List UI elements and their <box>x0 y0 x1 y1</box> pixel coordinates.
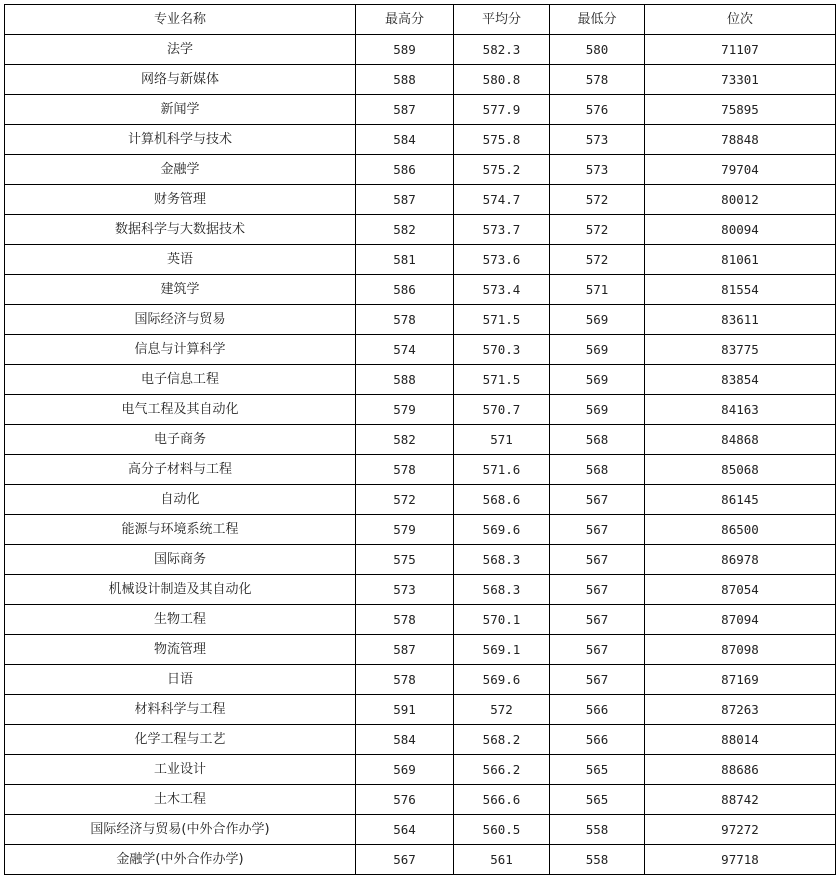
table-row <box>5 455 836 485</box>
cell-rank: 86500 <box>645 515 836 545</box>
table-row <box>5 365 836 395</box>
cell-max-score: 584 <box>356 125 454 155</box>
cell-rank: 87169 <box>645 665 836 695</box>
cell-rank: 84868 <box>645 425 836 455</box>
cell-min-score: 568 <box>550 455 645 485</box>
table-row <box>5 335 836 365</box>
cell-max-score: 578 <box>356 455 454 485</box>
table-row <box>5 485 836 515</box>
cell-max-score: 564 <box>356 815 454 845</box>
table-row <box>5 35 836 65</box>
cell-major-name: 新闻学 <box>5 95 356 125</box>
cell-rank: 87098 <box>645 635 836 665</box>
cell-rank: 87263 <box>645 695 836 725</box>
table-row <box>5 515 836 545</box>
cell-rank: 85068 <box>645 455 836 485</box>
cell-max-score: 579 <box>356 515 454 545</box>
cell-avg-score: 566.2 <box>454 755 550 785</box>
table-row <box>5 755 836 785</box>
cell-min-score: 567 <box>550 605 645 635</box>
cell-min-score: 569 <box>550 365 645 395</box>
cell-avg-score: 570.7 <box>454 395 550 425</box>
table-row <box>5 665 836 695</box>
cell-major-name: 能源与环境系统工程 <box>5 515 356 545</box>
cell-avg-score: 569.6 <box>454 665 550 695</box>
cell-rank: 80094 <box>645 215 836 245</box>
cell-avg-score: 573.6 <box>454 245 550 275</box>
cell-min-score: 567 <box>550 665 645 695</box>
cell-min-score: 558 <box>550 845 645 875</box>
cell-min-score: 565 <box>550 755 645 785</box>
cell-min-score: 567 <box>550 575 645 605</box>
table-row <box>5 785 836 815</box>
cell-avg-score: 568.3 <box>454 575 550 605</box>
cell-rank: 88014 <box>645 725 836 755</box>
cell-major-name: 材料科学与工程 <box>5 695 356 725</box>
table-row <box>5 275 836 305</box>
cell-major-name: 机械设计制造及其自动化 <box>5 575 356 605</box>
cell-major-name: 国际经济与贸易(中外合作办学) <box>5 815 356 845</box>
table-row <box>5 815 836 845</box>
cell-min-score: 572 <box>550 215 645 245</box>
table-row <box>5 185 836 215</box>
cell-rank: 97718 <box>645 845 836 875</box>
cell-max-score: 588 <box>356 65 454 95</box>
cell-rank: 71107 <box>645 35 836 65</box>
cell-avg-score: 568.2 <box>454 725 550 755</box>
table-row <box>5 425 836 455</box>
cell-max-score: 578 <box>356 305 454 335</box>
cell-avg-score: 582.3 <box>454 35 550 65</box>
cell-max-score: 579 <box>356 395 454 425</box>
table-row <box>5 95 836 125</box>
cell-max-score: 572 <box>356 485 454 515</box>
cell-major-name: 信息与计算科学 <box>5 335 356 365</box>
cell-major-name: 国际经济与贸易 <box>5 305 356 335</box>
cell-major-name: 物流管理 <box>5 635 356 665</box>
score-table <box>4 4 836 875</box>
cell-max-score: 582 <box>356 425 454 455</box>
cell-max-score: 573 <box>356 575 454 605</box>
cell-avg-score: 580.8 <box>454 65 550 95</box>
table-row <box>5 695 836 725</box>
cell-min-score: 567 <box>550 515 645 545</box>
table-row <box>5 65 836 95</box>
cell-min-score: 569 <box>550 305 645 335</box>
table-row <box>5 845 836 875</box>
cell-rank: 83854 <box>645 365 836 395</box>
table-row <box>5 245 836 275</box>
cell-min-score: 567 <box>550 485 645 515</box>
cell-rank: 83775 <box>645 335 836 365</box>
cell-rank: 97272 <box>645 815 836 845</box>
cell-min-score: 567 <box>550 545 645 575</box>
cell-avg-score: 573.7 <box>454 215 550 245</box>
cell-max-score: 574 <box>356 335 454 365</box>
table-row <box>5 545 836 575</box>
cell-major-name: 英语 <box>5 245 356 275</box>
cell-max-score: 588 <box>356 365 454 395</box>
cell-major-name: 计算机科学与技术 <box>5 125 356 155</box>
table-row <box>5 575 836 605</box>
cell-avg-score: 569.1 <box>454 635 550 665</box>
cell-max-score: 576 <box>356 785 454 815</box>
cell-avg-score: 574.7 <box>454 185 550 215</box>
header-min-score: 最低分 <box>550 5 645 35</box>
cell-max-score: 589 <box>356 35 454 65</box>
cell-max-score: 584 <box>356 725 454 755</box>
cell-avg-score: 569.6 <box>454 515 550 545</box>
cell-major-name: 工业设计 <box>5 755 356 785</box>
cell-rank: 75895 <box>645 95 836 125</box>
cell-min-score: 571 <box>550 275 645 305</box>
cell-major-name: 网络与新媒体 <box>5 65 356 95</box>
cell-min-score: 572 <box>550 245 645 275</box>
cell-avg-score: 571.5 <box>454 305 550 335</box>
cell-min-score: 573 <box>550 155 645 185</box>
cell-rank: 86978 <box>645 545 836 575</box>
cell-min-score: 569 <box>550 335 645 365</box>
cell-major-name: 建筑学 <box>5 275 356 305</box>
cell-major-name: 财务管理 <box>5 185 356 215</box>
cell-min-score: 558 <box>550 815 645 845</box>
cell-min-score: 565 <box>550 785 645 815</box>
cell-avg-score: 568.3 <box>454 545 550 575</box>
table-row <box>5 305 836 335</box>
header-avg-score: 平均分 <box>454 5 550 35</box>
cell-max-score: 578 <box>356 605 454 635</box>
cell-max-score: 586 <box>356 275 454 305</box>
cell-rank: 81554 <box>645 275 836 305</box>
cell-major-name: 电子商务 <box>5 425 356 455</box>
cell-rank: 87094 <box>645 605 836 635</box>
cell-max-score: 581 <box>356 245 454 275</box>
cell-rank: 83611 <box>645 305 836 335</box>
cell-rank: 84163 <box>645 395 836 425</box>
table-header-row <box>5 5 836 35</box>
cell-rank: 79704 <box>645 155 836 185</box>
table-row <box>5 725 836 755</box>
cell-major-name: 金融学 <box>5 155 356 185</box>
cell-avg-score: 575.8 <box>454 125 550 155</box>
cell-min-score: 567 <box>550 635 645 665</box>
cell-avg-score: 571 <box>454 425 550 455</box>
cell-major-name: 土木工程 <box>5 785 356 815</box>
table-row <box>5 215 836 245</box>
cell-min-score: 569 <box>550 395 645 425</box>
cell-max-score: 569 <box>356 755 454 785</box>
header-major-name: 专业名称 <box>5 5 356 35</box>
cell-avg-score: 568.6 <box>454 485 550 515</box>
cell-major-name: 法学 <box>5 35 356 65</box>
cell-avg-score: 570.1 <box>454 605 550 635</box>
cell-max-score: 587 <box>356 635 454 665</box>
cell-max-score: 586 <box>356 155 454 185</box>
cell-min-score: 578 <box>550 65 645 95</box>
cell-avg-score: 561 <box>454 845 550 875</box>
cell-min-score: 566 <box>550 725 645 755</box>
cell-rank: 88742 <box>645 785 836 815</box>
table-row <box>5 125 836 155</box>
cell-avg-score: 571.6 <box>454 455 550 485</box>
cell-major-name: 化学工程与工艺 <box>5 725 356 755</box>
cell-rank: 81061 <box>645 245 836 275</box>
cell-avg-score: 571.5 <box>454 365 550 395</box>
cell-min-score: 572 <box>550 185 645 215</box>
cell-major-name: 数据科学与大数据技术 <box>5 215 356 245</box>
cell-avg-score: 566.6 <box>454 785 550 815</box>
cell-rank: 78848 <box>645 125 836 155</box>
cell-avg-score: 573.4 <box>454 275 550 305</box>
table-row <box>5 395 836 425</box>
cell-major-name: 自动化 <box>5 485 356 515</box>
cell-major-name: 国际商务 <box>5 545 356 575</box>
cell-rank: 73301 <box>645 65 836 95</box>
cell-max-score: 587 <box>356 185 454 215</box>
cell-max-score: 567 <box>356 845 454 875</box>
cell-min-score: 580 <box>550 35 645 65</box>
cell-min-score: 566 <box>550 695 645 725</box>
header-rank: 位次 <box>645 5 836 35</box>
cell-max-score: 582 <box>356 215 454 245</box>
table-row <box>5 155 836 185</box>
cell-rank: 87054 <box>645 575 836 605</box>
cell-min-score: 576 <box>550 95 645 125</box>
cell-major-name: 高分子材料与工程 <box>5 455 356 485</box>
cell-min-score: 568 <box>550 425 645 455</box>
cell-max-score: 587 <box>356 95 454 125</box>
cell-major-name: 金融学(中外合作办学) <box>5 845 356 875</box>
header-max-score: 最高分 <box>356 5 454 35</box>
cell-avg-score: 560.5 <box>454 815 550 845</box>
cell-rank: 80012 <box>645 185 836 215</box>
cell-min-score: 573 <box>550 125 645 155</box>
cell-major-name: 电子信息工程 <box>5 365 356 395</box>
cell-avg-score: 575.2 <box>454 155 550 185</box>
cell-major-name: 电气工程及其自动化 <box>5 395 356 425</box>
table-row <box>5 605 836 635</box>
cell-avg-score: 577.9 <box>454 95 550 125</box>
score-table-container <box>4 4 835 875</box>
table-body <box>5 35 836 875</box>
cell-max-score: 575 <box>356 545 454 575</box>
cell-rank: 88686 <box>645 755 836 785</box>
cell-rank: 86145 <box>645 485 836 515</box>
cell-avg-score: 570.3 <box>454 335 550 365</box>
cell-max-score: 578 <box>356 665 454 695</box>
cell-max-score: 591 <box>356 695 454 725</box>
cell-major-name: 日语 <box>5 665 356 695</box>
cell-major-name: 生物工程 <box>5 605 356 635</box>
table-row <box>5 635 836 665</box>
cell-avg-score: 572 <box>454 695 550 725</box>
